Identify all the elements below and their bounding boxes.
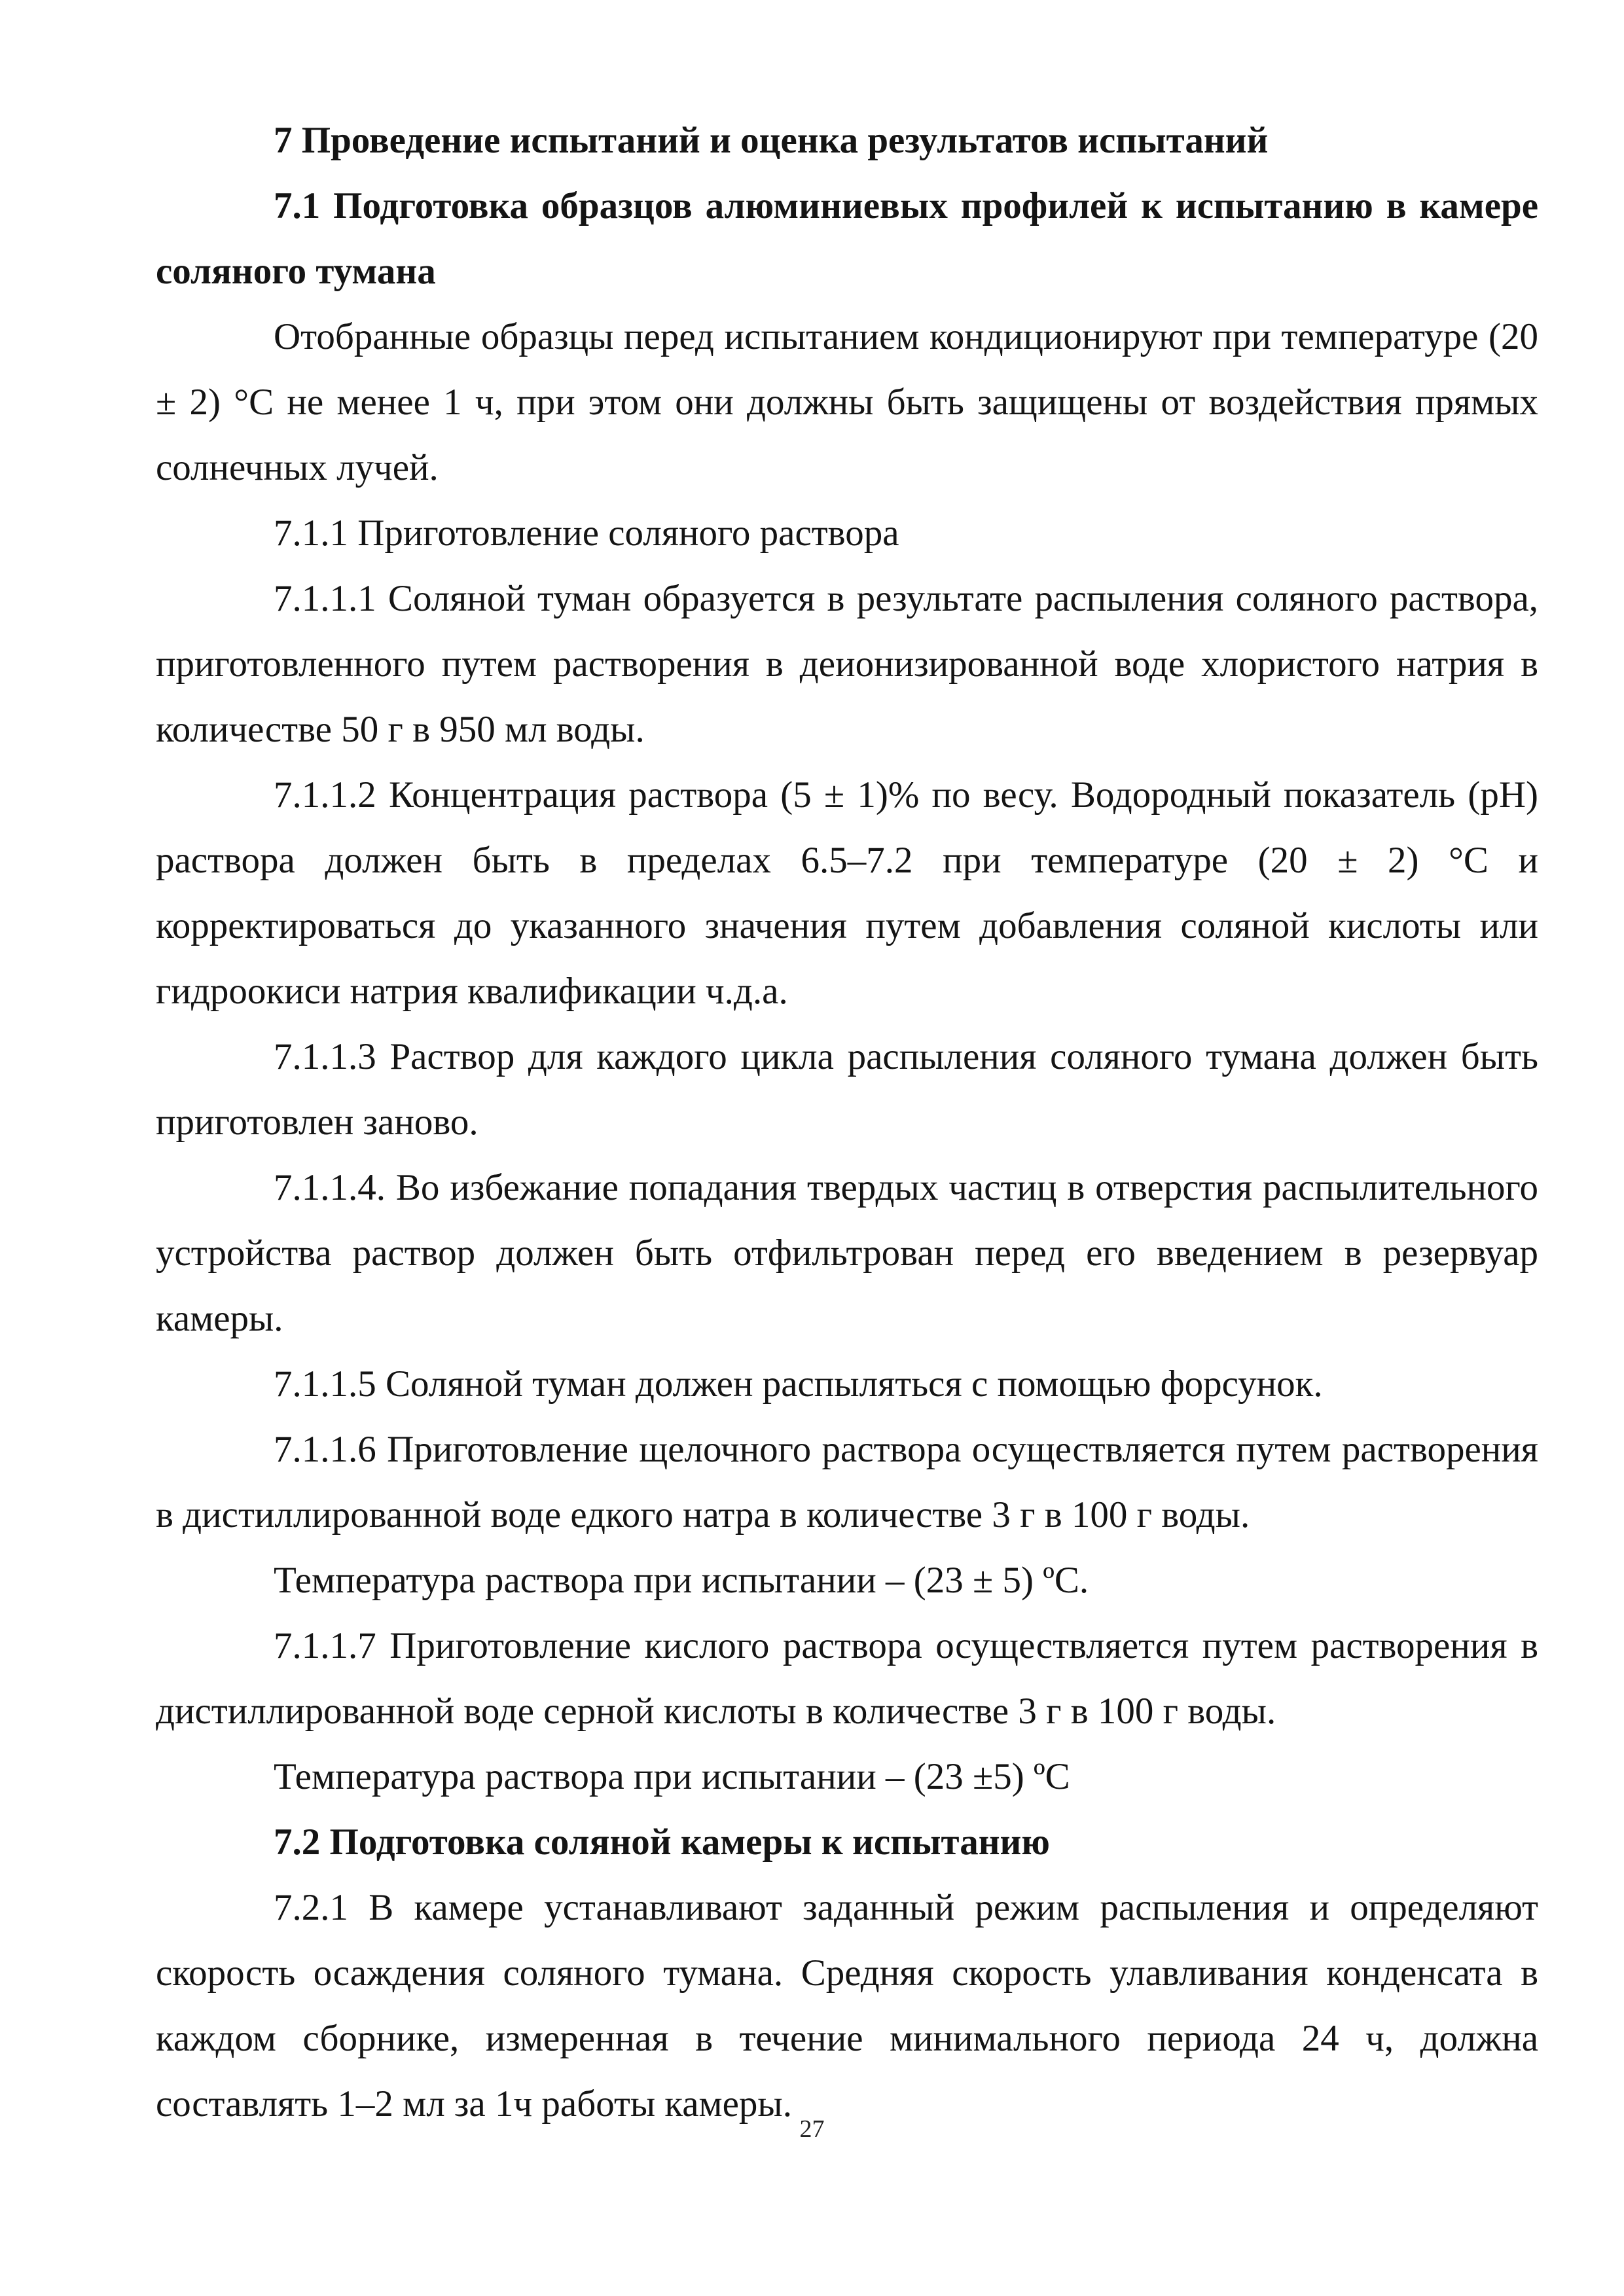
paragraph-7-1-1-7: 7.1.1.7 Приготовление кислого раствора осуществляется путем растворения в дистиллированной воде серной кислоты в количестве 3 г в 100 г воды. [156, 1625, 1538, 1732]
paragraph-7-2-1: 7.2.1 В камере устанавливают заданный режим распыления и определяют скорость осаждения соляного тумана. Средняя скорость улавливания конденсата в каждом сборнике, измеренная в течение минимального периода 24 ч, должна составлять 1–2 мл за 1ч работы камеры. [156, 1887, 1538, 2125]
paragraph-7-1-1-4: 7.1.1.4. Во избежание попадания твердых частиц в отверстия распылительного устройства раствор должен быть отфильтрован перед его введением в резервуар камеры. [156, 1167, 1538, 1339]
paragraph-7-1-1-3: 7.1.1.3 Раствор для каждого цикла распыления соляного тумана должен быть приготовлен заново. [156, 1036, 1538, 1143]
paragraph-7-1-1-1: 7.1.1.1 Соляной туман образуется в результате распыления соляного раствора, приготовленного путем растворения в деионизированной воде хлористого натрия в количестве 50 г в 950 мл воды. [156, 578, 1538, 750]
page-number: 27 [799, 2115, 825, 2143]
section-heading: 7 Проведение испытаний и оценка результатов испытаний [274, 120, 1269, 161]
subsection-7-2-heading: 7.2 Подготовка соляной камеры к испытанию [274, 1821, 1050, 1863]
paragraph-7-1-1-2: 7.1.1.2 Концентрация раствора (5 ± 1)% по весу. Водородный показатель (pH) раствора должен быть в пределах 6.5–7.2 при температуре (20 ± 2) °С и корректироваться до указанного значения путем добавления соляной кислоты или гидроокиси натрия квалификации ч.д.а. [156, 774, 1538, 1012]
subsection-7-1-heading: 7.1 Подготовка образцов алюминиевых профилей к испытанию в камере соляного тумана [156, 185, 1538, 292]
paragraph-conditioning: Отобранные образцы перед испытанием кондиционируют при температуре (20 ± 2) °С не менее 1 ч, при этом они должны быть защищены от воздействия прямых солнечных лучей. [156, 316, 1538, 488]
paragraph-7-1-1: 7.1.1 Приготовление соляного раствора [274, 512, 899, 554]
paragraph-temperature-1: Температура раствора при испытании – (23 ± 5) ºС. [274, 1560, 1089, 1601]
paragraph-temperature-2: Температура раствора при испытании – (23 ±5) ºС [274, 1756, 1070, 1797]
paragraph-7-1-1-6: 7.1.1.6 Приготовление щелочного раствора осуществляется путем растворения в дистиллированной воде едкого натра в количестве 3 г в 100 г воды. [156, 1429, 1538, 1535]
document-page [156, 108, 1538, 2137]
paragraph-7-1-1-5: 7.1.1.5 Соляной туман должен распыляться с помощью форсунок. [274, 1363, 1323, 1405]
